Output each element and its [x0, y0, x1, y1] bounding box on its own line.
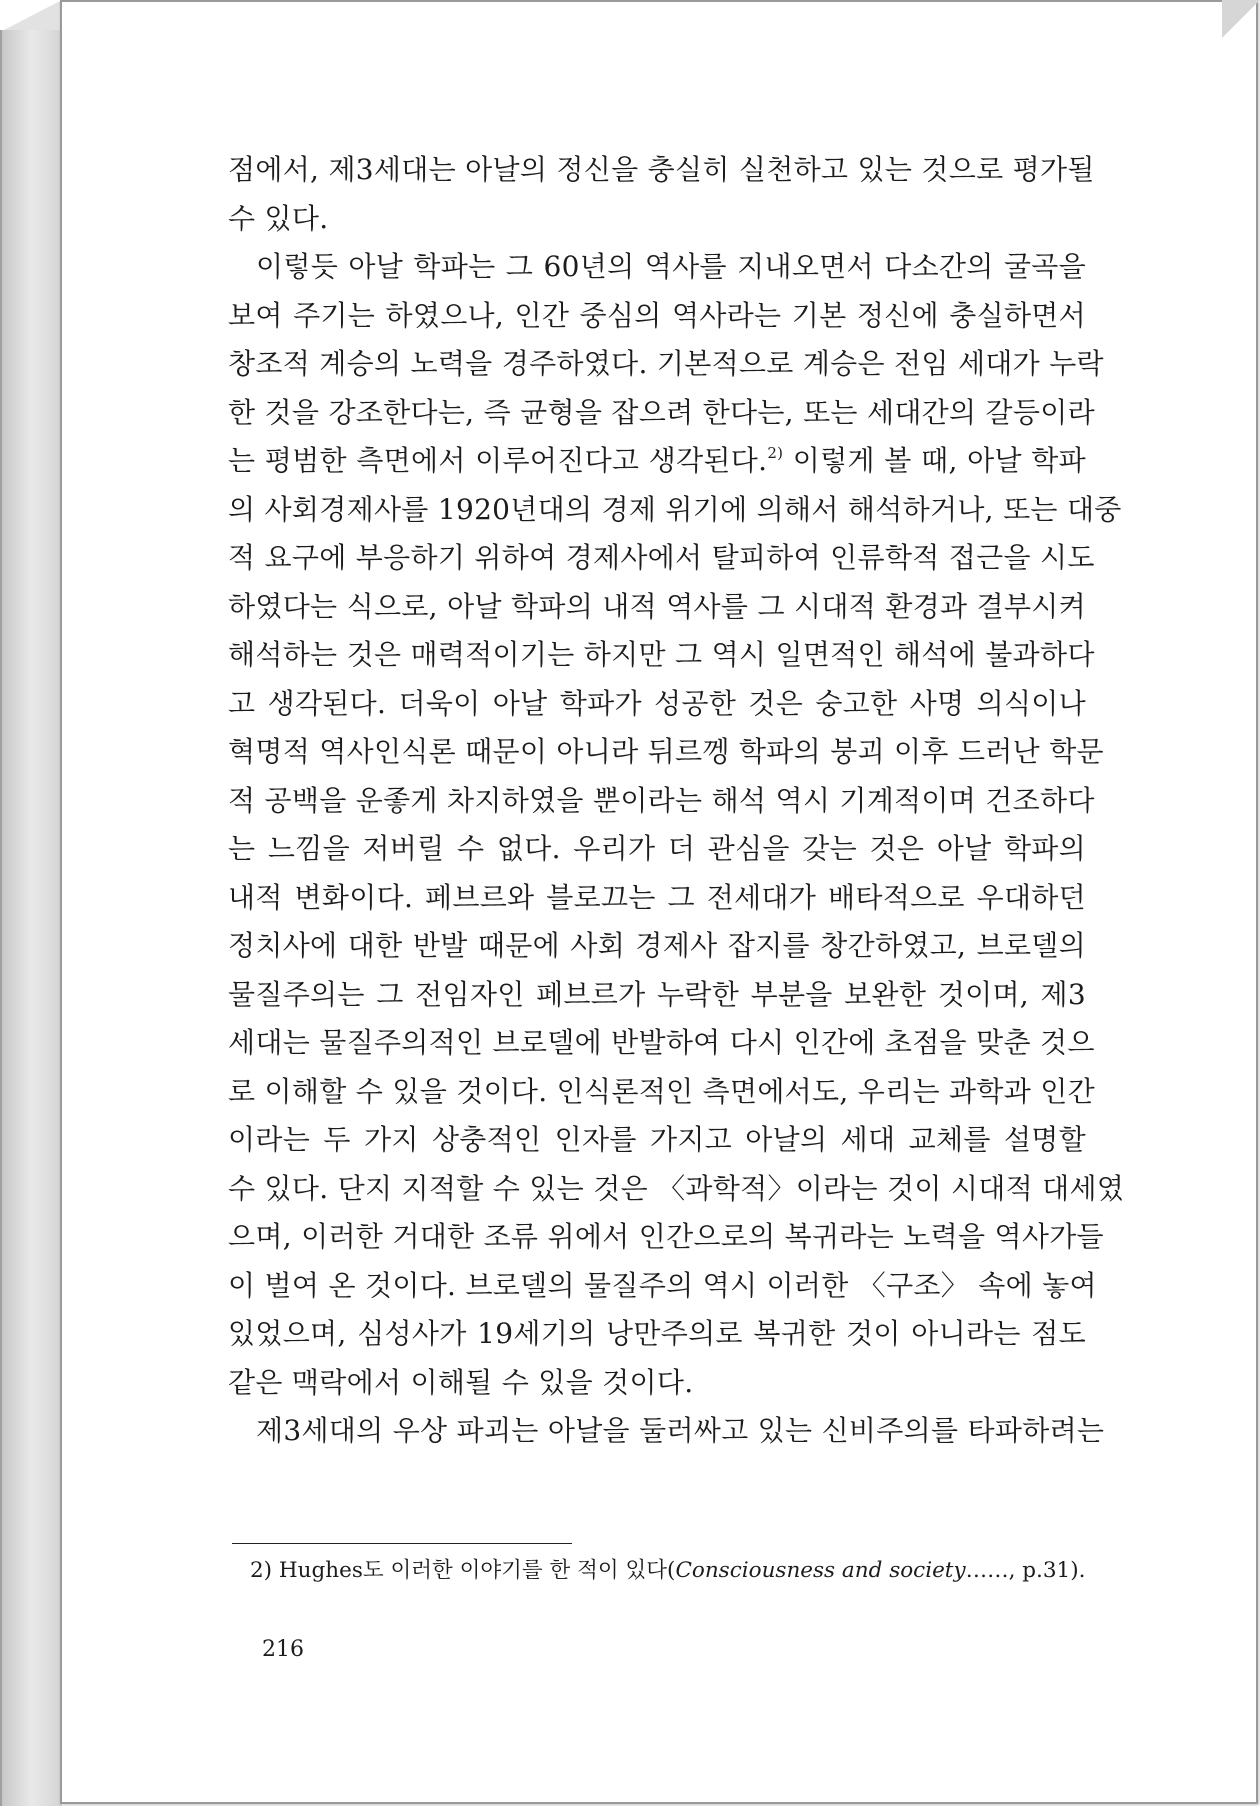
text-line-content: 물질주의는 그 전임자인 페브르가 누락한 부분을 보완한 것이며, 제3 — [228, 977, 1086, 1011]
text-line-content: 같은 맥락에서 이해될 수 있을 것이다. — [228, 1365, 694, 1399]
text-line-content: 해석하는 것은 매력적이기는 하지만 그 역시 일면적인 해석에 불과하다 — [228, 638, 1095, 671]
text-line-content: 으며, 이러한 거대한 조류 위에서 인간으로의 복귀라는 노력을 역사가들 — [228, 1220, 1104, 1253]
text-line-content: 이 벌여 온 것이다. 브로델의 물질주의 역시 이러한 〈구조〉 속에 놓여 — [228, 1268, 1097, 1302]
text-line-content: 세대는 물질주의적인 브로델에 반발하여 다시 인간에 초점을 맞춘 것으 — [228, 1026, 1095, 1059]
text-line — [228, 1310, 1086, 1359]
text-line — [228, 874, 1086, 923]
text-line-content: 적 공백을 운좋게 차지하였을 뿐이라는 해석 역시 기계적이며 건조하다 — [228, 783, 1095, 817]
text-line-content: 수 있다. 단지 지적할 수 있는 것은 〈과학적〉이라는 것이 시대적 대세였 — [228, 1171, 1125, 1205]
text-line-content: 수 있다. — [228, 201, 329, 235]
text-line — [228, 922, 1086, 971]
text-line-content: 로 이해할 수 있을 것이다. 인식론적인 측면에서도, 우리는 과학과 인간 — [228, 1074, 1095, 1108]
text-line — [228, 825, 1086, 874]
text-line-content: 제3세대의 우상 파괴는 아날을 둘러싸고 있는 신비주의를 타파하려는 — [256, 1414, 1105, 1447]
text-line — [228, 583, 1086, 632]
text-line — [228, 243, 1086, 292]
text-line — [228, 1068, 1095, 1117]
text-line — [228, 195, 1086, 244]
footnote — [250, 1556, 1090, 1586]
text-line-content: 정치사에 대한 반발 때문에 사회 경제사 잡지를 창간하였고, 브로델의 — [228, 929, 1086, 962]
text-line-content: 하였다는 식으로, 아날 학파의 내적 역사를 그 시대적 환경과 결부시켜 — [228, 589, 1086, 623]
text-line-content: 의 사회경제사를 1920년대의 경제 위기에 의해서 해석하거나, 또는 대중 — [228, 492, 1122, 526]
text-line-content: 보여 주기는 하였으나, 인간 중심의 역사라는 기본 정신에 충실하면서 — [228, 298, 1086, 332]
text-line-content: 한 것을 강조한다는, 즉 균형을 잡으려 한다는, 또는 세대간의 갈등이라 — [228, 395, 1095, 429]
text-line — [228, 1407, 1105, 1456]
book-spine-top — [0, 0, 62, 32]
text-line — [228, 1116, 1086, 1165]
text-line — [228, 340, 1104, 389]
text-line — [228, 534, 1095, 583]
text-line-content: 는 느낌을 저버릴 수 없다. 우리가 더 관심을 갖는 것은 아날 학파의 — [228, 832, 1086, 865]
footnote-rule — [232, 1543, 572, 1544]
text-line — [228, 728, 1104, 777]
text-line — [228, 486, 1122, 535]
text-line — [228, 631, 1095, 680]
footnote-title: Consciousness and society — [675, 1558, 966, 1583]
text-line — [228, 437, 1086, 486]
footnote-number: 2) — [250, 1558, 273, 1583]
footnote-marker: 2) — [767, 444, 784, 462]
text-line-content: 혁명적 역사인식론 때문이 아니라 뒤르껭 학파의 붕괴 이후 드러난 학문 — [228, 735, 1104, 768]
text-line-content: 창조적 계승의 노력을 경주하였다. 기본적으로 계승은 전임 세대가 누락 — [228, 347, 1104, 380]
text-line — [228, 1359, 1086, 1408]
text-line-content: 점에서, 제3세대는 아날의 정신을 충실히 실천하고 있는 것으로 평가될 — [228, 153, 1095, 186]
text-line-content: 적 요구에 부응하기 위하여 경제사에서 탈피하여 인류학적 접근을 시도 — [228, 541, 1095, 574]
body-text — [228, 146, 1125, 1456]
text-line-content: 는 평범한 측면에서 이루어진다고 생각된다. — [228, 444, 768, 477]
text-line-content: 이라는 두 가지 상충적인 인자를 가지고 아날의 세대 교체를 설명할 — [228, 1123, 1086, 1156]
text-line — [228, 1019, 1095, 1068]
text-line — [228, 971, 1086, 1020]
footnote-suffix: ……, p.31). — [965, 1558, 1086, 1583]
page-corner — [1222, 0, 1260, 38]
text-line — [228, 1165, 1125, 1214]
text-line-content: 이렇게 볼 때, 아날 학파 — [783, 444, 1086, 477]
text-line — [228, 1213, 1104, 1262]
book-spine — [0, 30, 62, 1806]
text-line — [228, 146, 1095, 195]
text-line-content: 있었으며, 심성사가 19세기의 낭만주의로 복귀한 것이 아니라는 점도 — [228, 1317, 1086, 1350]
text-line — [228, 389, 1095, 438]
page-number: 216 — [262, 1637, 304, 1662]
text-line — [228, 680, 1086, 729]
text-line — [228, 777, 1095, 826]
text-line — [228, 292, 1086, 341]
text-line — [228, 1262, 1097, 1311]
text-line-content: 고 생각된다. 더욱이 아날 학파가 성공한 것은 숭고한 사명 의식이나 — [228, 686, 1086, 720]
text-line-content: 이렇듯 아날 학파는 그 60년의 역사를 지내오면서 다소간의 굴곡을 — [256, 250, 1086, 283]
footnote-prefix: Hughes도 이러한 이야기를 한 적이 있다( — [272, 1558, 676, 1583]
text-line-content: 내적 변화이다. 페브르와 블로끄는 그 전세대가 배타적으로 우대하던 — [228, 880, 1086, 914]
